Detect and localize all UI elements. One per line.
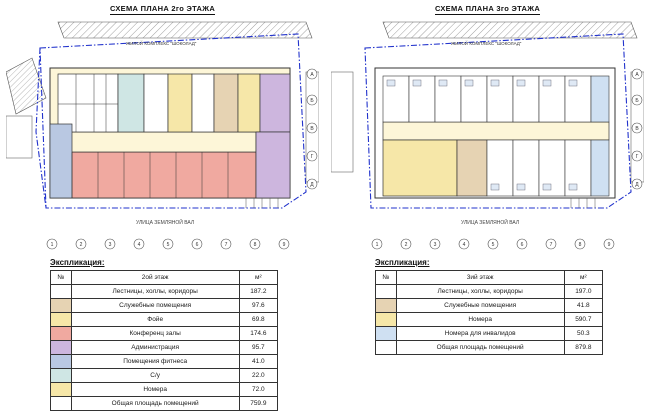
- plan-drawing-2nd: [6, 12, 319, 252]
- swatch-corridor: [51, 285, 72, 299]
- th-number: №: [376, 271, 397, 285]
- table-header-row: [51, 271, 278, 285]
- row-name: Конференц залы: [71, 327, 239, 341]
- svg-text:8: 8: [578, 242, 582, 248]
- row-area: 50.3: [564, 327, 602, 341]
- th-area: м²: [564, 271, 602, 285]
- street-label-3rd: УЛИЦА ЗЕМЛЯНОЙ ВАЛ: [461, 220, 520, 226]
- table-row: [376, 313, 603, 327]
- total-value: 879.8: [564, 341, 602, 355]
- total-value: 759.9: [239, 397, 277, 411]
- svg-text:В: В: [635, 126, 639, 132]
- svg-text:А: А: [635, 72, 639, 78]
- svg-text:Г: Г: [635, 154, 639, 160]
- th-number: №: [51, 271, 72, 285]
- table-row: [376, 299, 603, 313]
- svg-text:В: В: [310, 126, 314, 132]
- total-label: Общая площадь помещений: [396, 341, 564, 355]
- total-blank: [51, 397, 72, 411]
- total-blank: [376, 341, 397, 355]
- complex-label-2nd: ЖИЛОЙ КОМПЛЕКС "ШОКОЛАД": [126, 41, 197, 46]
- svg-text:1: 1: [375, 242, 379, 248]
- svg-text:2: 2: [404, 242, 408, 248]
- table-total-row: [376, 341, 603, 355]
- svg-text:Д: Д: [310, 182, 314, 188]
- total-label: Общая площадь помещений: [71, 397, 239, 411]
- row-area: 174.6: [239, 327, 277, 341]
- svg-text:А: А: [310, 72, 314, 78]
- svg-text:3: 3: [433, 242, 437, 248]
- row-area: 72.0: [239, 383, 277, 397]
- floor-plan-panel-3rd: [325, 0, 650, 414]
- row-name: Служебные помещения: [396, 299, 564, 313]
- svg-text:Д: Д: [635, 182, 639, 188]
- row-name: Номера: [71, 383, 239, 397]
- row-name: Помещения фитнеса: [71, 355, 239, 369]
- exposition-2nd: [50, 258, 278, 411]
- th-area: м²: [239, 271, 277, 285]
- table-row: [51, 355, 278, 369]
- row-name: Номера для инвалидов: [396, 327, 564, 341]
- plan-title-2nd-text: СХЕМА ПЛАНА 2го ЭТАЖА: [109, 4, 216, 13]
- row-area: 187.2: [239, 285, 277, 299]
- row-name: Служебные помещения: [71, 299, 239, 313]
- svg-text:5: 5: [166, 242, 170, 248]
- svg-text:9: 9: [282, 242, 286, 248]
- row-name: Лестницы, холлы, коридоры: [71, 285, 239, 299]
- table-row: [51, 369, 278, 383]
- row-area: 69.8: [239, 313, 277, 327]
- th-name: 3ий этаж: [396, 271, 564, 285]
- svg-text:1: 1: [50, 242, 54, 248]
- svg-text:4: 4: [137, 242, 141, 248]
- swatch-fitness: [51, 355, 72, 369]
- table-row: [51, 327, 278, 341]
- table-row: [376, 285, 603, 299]
- table-row: [51, 285, 278, 299]
- row-area: 95.7: [239, 341, 277, 355]
- exposition-table-2nd: [50, 270, 278, 411]
- svg-text:Г: Г: [310, 154, 314, 160]
- svg-text:4: 4: [462, 242, 466, 248]
- swatch-service: [376, 299, 397, 313]
- svg-text:7: 7: [549, 242, 553, 248]
- exposition-table-3rd: [375, 270, 603, 355]
- swatch-conference: [51, 327, 72, 341]
- svg-text:9: 9: [607, 242, 611, 248]
- swatch-rooms: [51, 383, 72, 397]
- table-header-row: [376, 271, 603, 285]
- swatch-service: [51, 299, 72, 313]
- swatch-foyer: [51, 313, 72, 327]
- row-area: 590.7: [564, 313, 602, 327]
- svg-text:5: 5: [491, 242, 495, 248]
- plan-drawing-3rd: [331, 12, 644, 252]
- exposition-title-2nd: Экспликация:: [50, 258, 105, 267]
- svg-text:Б: Б: [310, 98, 314, 104]
- row-area: 41.8: [564, 299, 602, 313]
- svg-text:8: 8: [253, 242, 257, 248]
- row-name: Администрация: [71, 341, 239, 355]
- row-name: Номера: [396, 313, 564, 327]
- svg-text:3: 3: [108, 242, 112, 248]
- row-area: 97.6: [239, 299, 277, 313]
- swatch-corridor: [376, 285, 397, 299]
- table-row: [51, 383, 278, 397]
- swatch-rooms-disabled: [376, 327, 397, 341]
- row-area: 22.0: [239, 369, 277, 383]
- row-name: C/y: [71, 369, 239, 383]
- exposition-title-3rd: Экспликация:: [375, 258, 430, 267]
- table-row: [51, 299, 278, 313]
- svg-text:7: 7: [224, 242, 228, 248]
- svg-text:6: 6: [520, 242, 524, 248]
- svg-text:2: 2: [79, 242, 83, 248]
- plan-title-3rd-text: СХЕМА ПЛАНА 3го ЭТАЖА: [434, 4, 541, 13]
- table-row: [51, 341, 278, 355]
- swatch-rooms: [376, 313, 397, 327]
- row-area: 197.0: [564, 285, 602, 299]
- th-name: 2ой этаж: [71, 271, 239, 285]
- svg-text:6: 6: [195, 242, 199, 248]
- swatch-wc: [51, 369, 72, 383]
- table-total-row: [51, 397, 278, 411]
- complex-label-3rd: ЖИЛОЙ КОМПЛЕКС "ШОКОЛАД": [451, 41, 522, 46]
- swatch-admin: [51, 341, 72, 355]
- row-name: Лестницы, холлы, коридоры: [396, 285, 564, 299]
- row-area: 41.0: [239, 355, 277, 369]
- exposition-3rd: [375, 258, 603, 355]
- street-label-2nd: УЛИЦА ЗЕМЛЯНОЙ ВАЛ: [136, 220, 195, 226]
- row-name: Фойе: [71, 313, 239, 327]
- table-row: [376, 327, 603, 341]
- svg-text:Б: Б: [635, 98, 639, 104]
- table-row: [51, 313, 278, 327]
